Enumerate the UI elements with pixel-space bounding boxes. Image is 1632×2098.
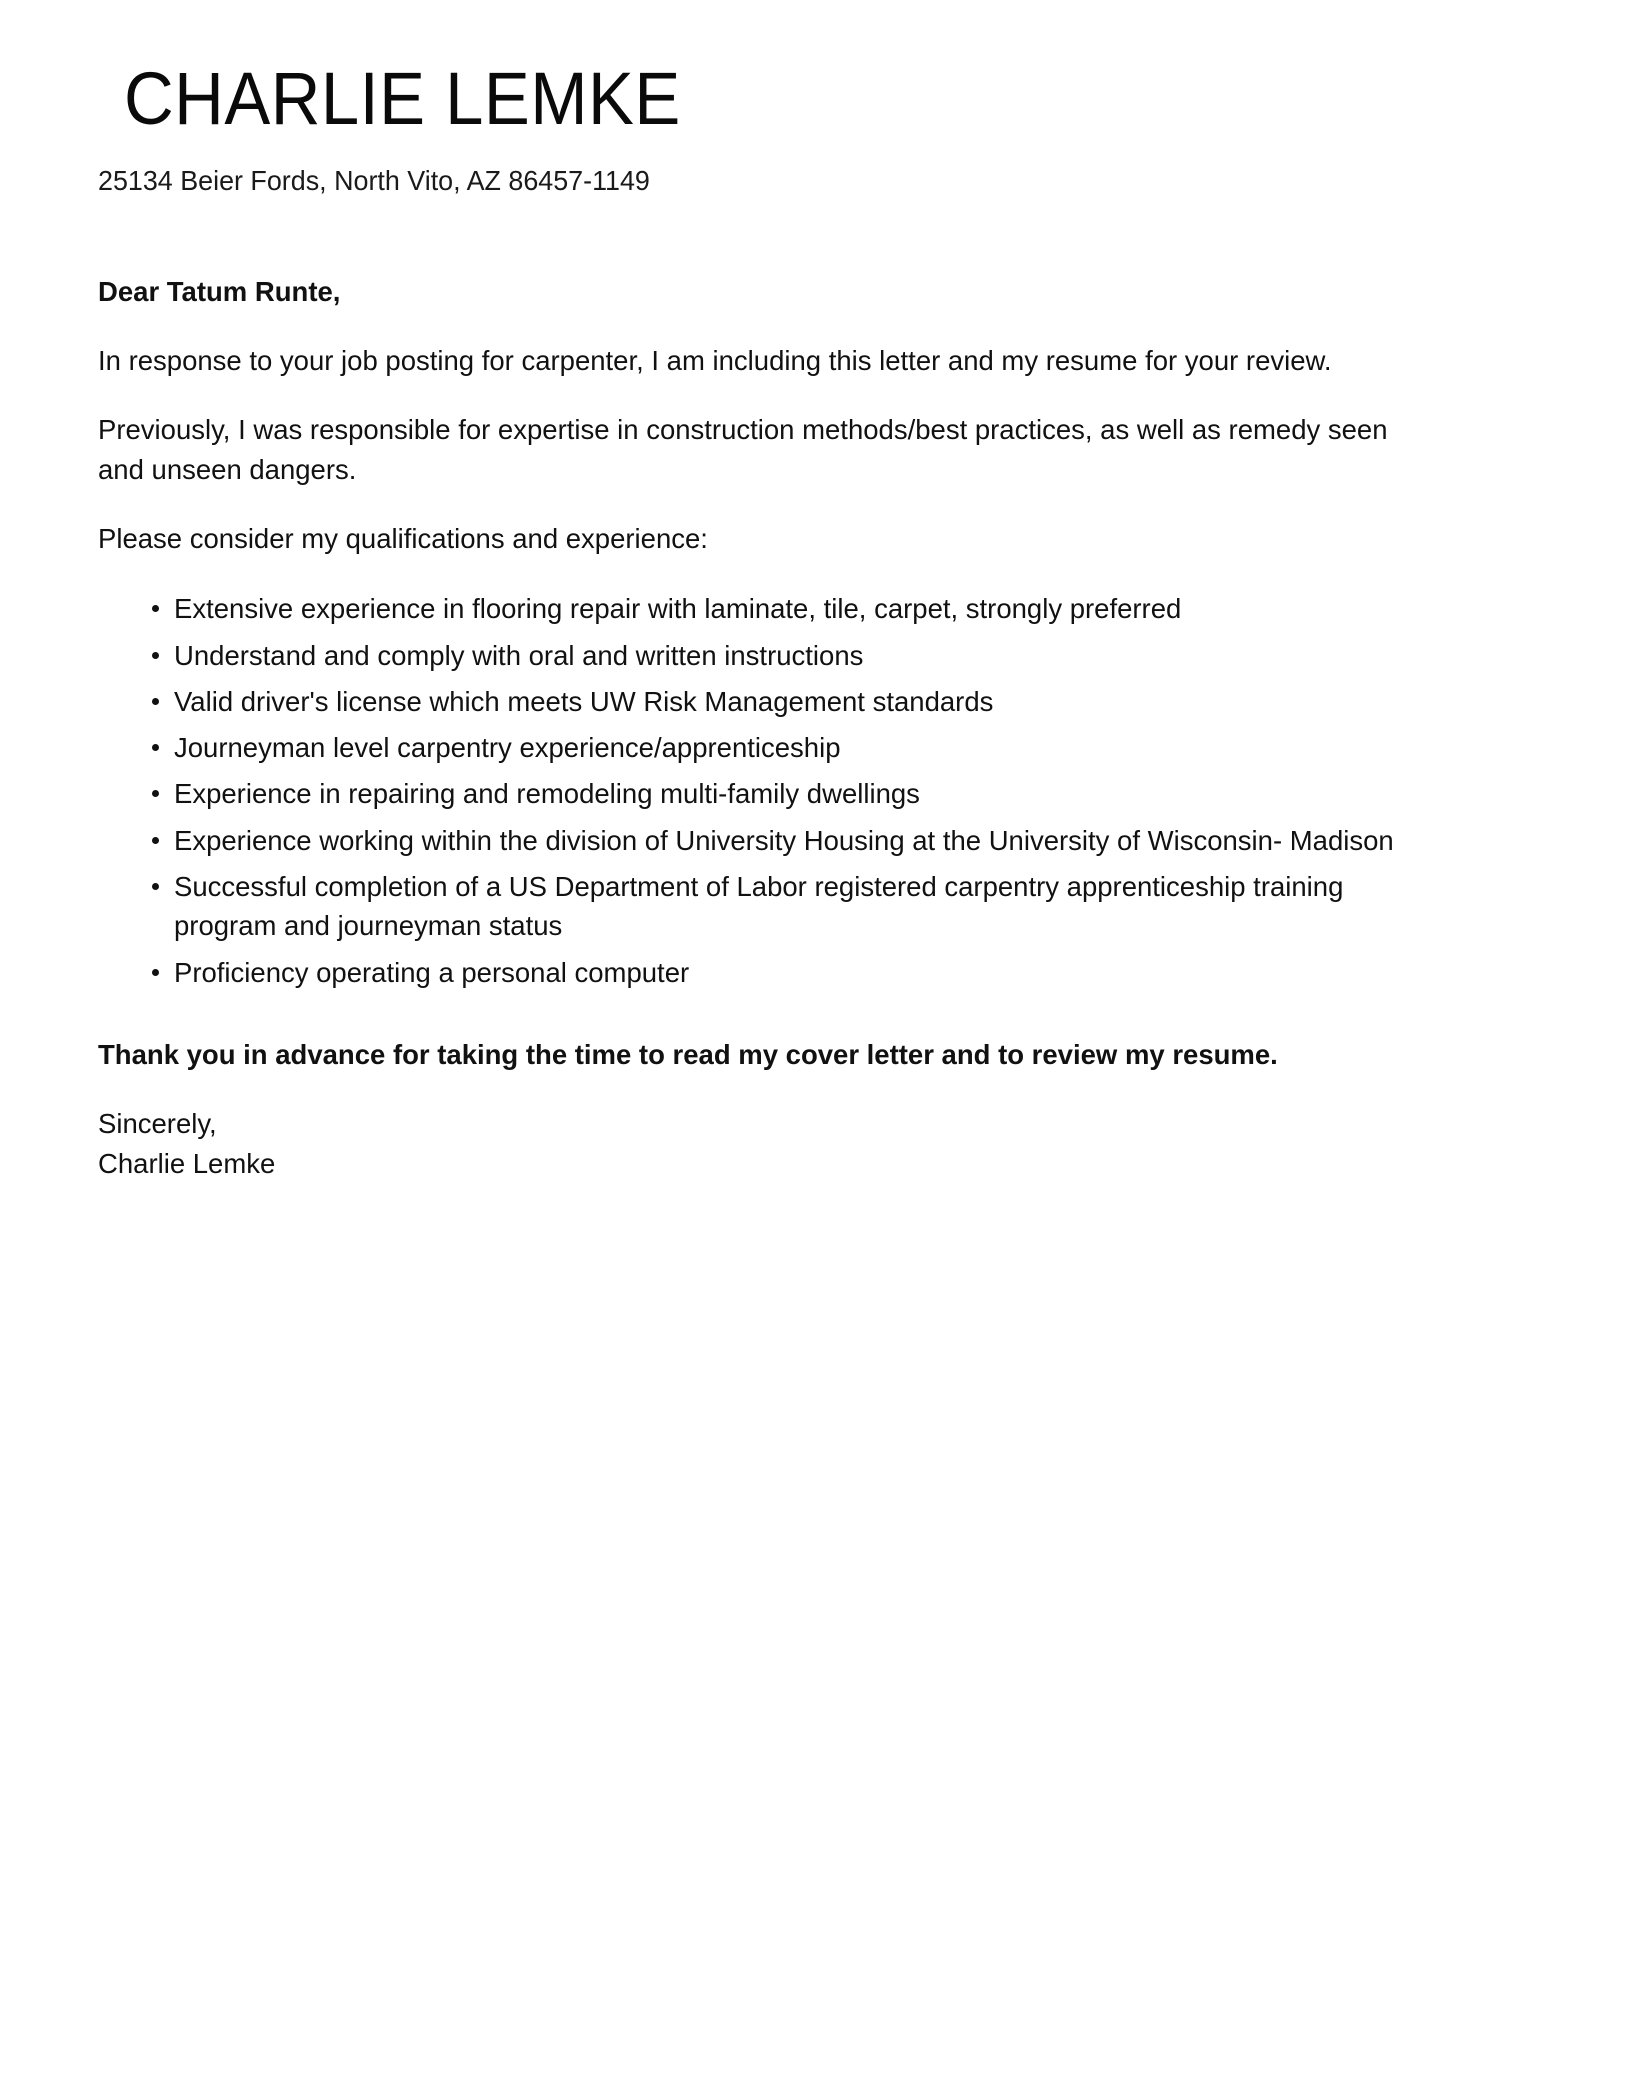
experience-paragraph: Previously, I was responsible for expertise in construction methods/best practices, as well as remedy seen and unseen dangers.	[98, 413, 1388, 485]
signoff-greeting: Sincerely,	[98, 1107, 217, 1139]
closing-statement: Thank you in advance for taking the time to read my cover letter and to review my resume.	[98, 1039, 1278, 1071]
intro-paragraph: In response to your job posting for carpenter, I am including this letter and my resume for your review.	[98, 344, 1332, 376]
qualifications-lead-in: Please consider my qualifications and experience:	[98, 523, 708, 555]
applicant-name: CHARLIE LEMKE	[124, 57, 681, 140]
list-item: Experience working within the division of University Housing at the University of Wisconsin- Madison	[152, 821, 1438, 860]
applicant-address: 25134 Beier Fords, North Vito, AZ 86457-1149	[98, 165, 650, 196]
signature-name: Charlie Lemke	[98, 1147, 276, 1179]
salutation: Dear Tatum Runte,	[98, 275, 341, 307]
letter-body	[98, 272, 1438, 1184]
letter-header	[98, 0, 1438, 200]
list-item: Experience in repairing and remodeling multi-family dwellings	[152, 774, 1438, 813]
signoff-block	[98, 1104, 1438, 1184]
list-item: Proficiency operating a personal computer	[152, 953, 1438, 992]
qualifications-list	[98, 589, 1438, 992]
list-item: Valid driver's license which meets UW Risk Management standards	[152, 682, 1438, 721]
list-item: Successful completion of a US Department of Labor registered carpentry apprenticeship training program and journeyman status	[152, 867, 1438, 946]
letter-content	[98, 0, 1438, 1184]
list-item: Understand and comply with oral and written instructions	[152, 636, 1438, 675]
list-item: Journeyman level carpentry experience/apprenticeship	[152, 728, 1438, 767]
list-item: Extensive experience in flooring repair with laminate, tile, carpet, strongly preferred	[152, 589, 1438, 628]
